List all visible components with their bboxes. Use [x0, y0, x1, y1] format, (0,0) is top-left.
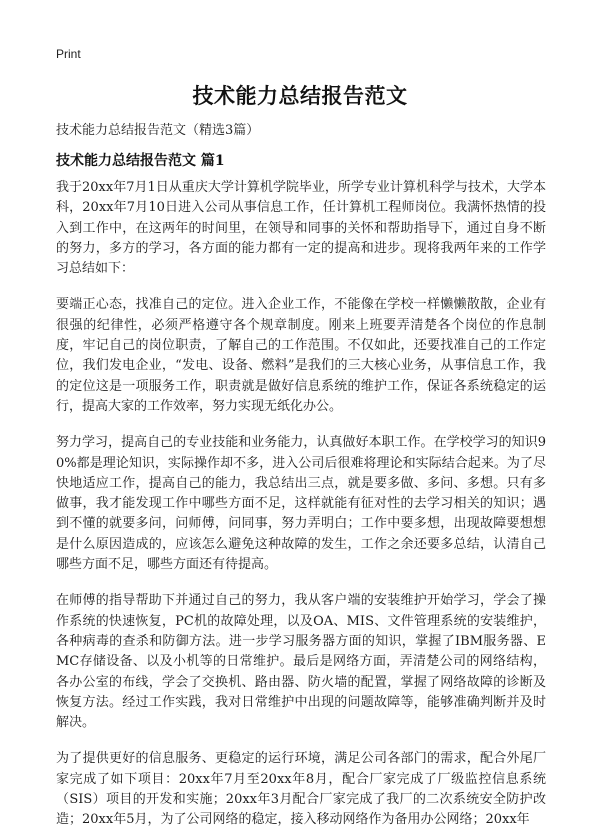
document-subtitle: 技术能力总结报告范文（精选3篇）	[56, 123, 260, 138]
document-body	[56, 178, 546, 828]
page-title: 技术能力总结报告范文	[192, 83, 408, 108]
paragraph: 为了提供更好的信息服务、更稳定的运行环境，满足公司各部门的需求，配合外尾厂家完成了如下项目：20xx年7月至20xx年8月，配合厂家完成了厂级监控信息系统（SIS）项目的开发和实施；20xx年3月配合厂家完成了我厂的二次系统安全防护改造；20xx年5月，为了公司网络的稳定，接入移动网络作为备用办公网络；20xx年	[56, 751, 546, 828]
print-link[interactable]: Print	[56, 47, 81, 61]
paragraph: 努力学习，提高自己的专业技能和业务能力，认真做好本职工作。在学校学习的知识90%都是理论知识，实际操作却不多，进入公司后很难将理论和实际结合起来。为了尽快地适应工作，提高自己的能力，我总结出三点，就是要多做、多问、多想。只有多做事，我才能发现工作中哪些方面不足，这样就能有征对性的去学习相关的知识；遇到不懂的就要多问，问师傅，问同事，努力弄明白；工作中要多想，出现故障要想想是什么原因造成的，应该怎么避免这种故障的发生，工作之余还要多总结，认清自己哪些方面不足，哪些方面还有待提高。	[56, 435, 546, 573]
paragraph: 要端正心态，找准自己的定位。进入企业工作，不能像在学校一样懒懒散散，企业有很强的纪律性，必须严格遵守各个规章制度。刚来上班要弄清楚各个岗位的作息制度，牢记自己的岗位职责，了解自己的工作范围。不仅如此，还要找准自己的工作定位，我们发电企业，“发电、设备、燃料”是我们的三大核心业务，从事信息工作，我的定位这是一项服务工作，职责就是做好信息系统的维护工作，保证各系统稳定的运行，提高大家的工作效率，努力实现无纸化办公。	[56, 297, 546, 414]
section-heading: 技术能力总结报告范文 篇1	[56, 153, 225, 169]
paragraph: 我于20xx年7月1日从重庆大学计算机学院毕业，所学专业计算机科学与技术，大学本科，20xx年7月10日进入公司从事信息工作，任计算机工程师岗位。我满怀热情的投入到工作中，在这两年的时间里，在领导和同事的关怀和帮助指导下，通过自身不断的努力，多方的学习，各方面的能力都有一定的提高和进步。现将我两年来的工作学习总结如下：	[56, 180, 546, 277]
paragraph: 在师傅的指导帮助下并通过自己的努力，我从客户端的安装维护开始学习，学会了操作系统的快速恢复，PC机的故障处理，以及OA、MIS、文件管理系统的安装维护，各种病毒的查杀和防御方法。进一步学习服务器方面的知识，掌握了IBM服务器、EMC存储设备、以及小机等的日常维护。最后是网络方面，弄清楚公司的网络结构，各办公室的布线，学会了交换机、路由器、防火墙的配置，掌握了网络故障的诊断及恢复方法。经过工作实践，我对日常维护中出现的问题故障等，能够准确判断并及时解决。	[56, 593, 546, 731]
